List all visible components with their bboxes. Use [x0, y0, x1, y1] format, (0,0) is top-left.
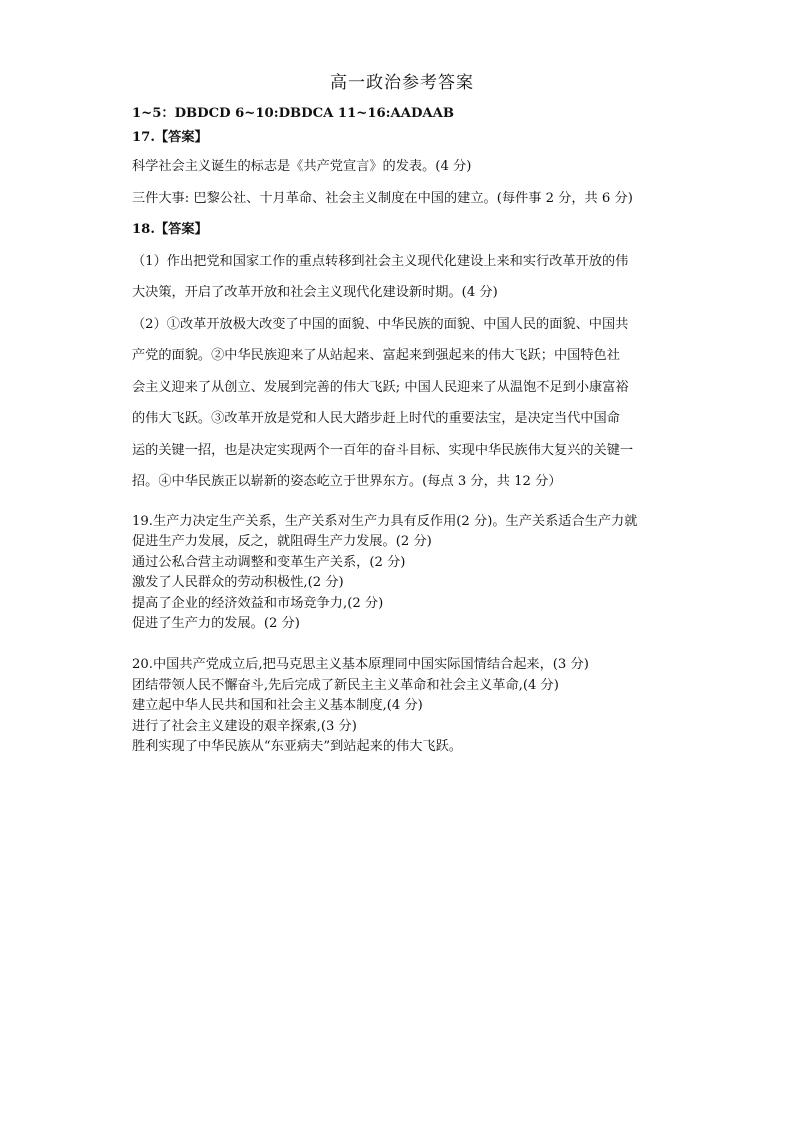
choice-answers: 1~5：DBDCD 6~10:DBDCA 11~16:AADAAB: [132, 106, 455, 121]
q20-line-3: 建立起中华人民共和国和社会主义基本制度,(4 分): [132, 698, 423, 714]
q17-line-2: 三件大事: 巴黎公社、十月革命、社会主义制度在中国的建立。(每件事 2 分，共 6 分): [132, 190, 633, 206]
q19-line-1: 19.生产力决定生产关系，生产关系对生产力具有反作用(2 分)。生产关系适合生产力就: [132, 513, 638, 529]
q20-line-2: 团结带领人民不懈奋斗,先后完成了新民主主义革命和社会主义革命,(4 分): [132, 677, 559, 693]
q18-line-5: 会主义迎来了从创立、发展到完善的伟大飞跃; 中国人民迎来了从温饱不足到小康富裕: [132, 379, 629, 395]
q18-line-6: 的伟大飞跃。③改革开放是党和人民大踏步赶上时代的重要法宝，是决定当代中国命: [132, 411, 620, 426]
q18-line-3: （2）①改革开放极大改变了中国的面貌、中华民族的面貌、中国人民的面貌、中国共: [132, 316, 629, 332]
answer-document: [132, 68, 672, 758]
q19-line-5: 提高了企业的经济效益和市场竞争力,(2 分): [132, 595, 384, 611]
section-17-18: [132, 103, 672, 498]
q20-line-1: 20.中国共产党成立后,把马克思主义基本原理同中国实际国情结合起来，(3 分): [132, 657, 589, 673]
q19-line-2: 促进生产力发展，反之，就阻碍生产力发展。(2 分): [132, 534, 432, 550]
q18-label: 18.【答案】: [132, 222, 208, 237]
q20-line-4: 进行了社会主义建设的艰辛探索,(3 分): [132, 718, 357, 734]
section-19: [132, 512, 672, 636]
page-title: 高一政治参考答案: [330, 73, 474, 93]
q17-line-1: 科学社会主义诞生的标志是《共产党宣言》的发表。(4 分): [132, 159, 472, 174]
q18-line-7: 运的关键一招，也是决定实现两个一百年的奋斗目标、实现中华民族伟大复兴的关键一: [132, 442, 634, 458]
q17-label: 17.【答案】: [132, 130, 208, 145]
q20-line-5: 胜利实现了中华民族从“东亚病夫”到站起来的伟大飞跃。: [132, 739, 462, 755]
section-20: [132, 655, 672, 758]
q19-line-4: 激发了人民群众的劳动积极性,(2 分): [132, 575, 344, 591]
q18-line-4: 产党的面貌。②中华民族迎来了从站起来、富起来到强起来的伟大飞跃；中国特色社: [132, 348, 620, 363]
q19-line-6: 促进了生产力的发展。(2 分): [132, 616, 300, 632]
q18-line-8: 招。④中华民族正以崭新的姿态屹立于世界东方。(每点 3 分，共 12 分）: [132, 474, 562, 489]
q18-line-1: （1）作出把党和国家工作的重点转移到社会主义现代化建设上来和实行改革开放的伟: [132, 253, 629, 269]
q19-line-3: 通过公私合营主动调整和变革生产关系，(2 分): [132, 554, 406, 570]
q18-line-2: 大决策，开启了改革开放和社会主义现代化建设新时期。(4 分): [132, 285, 498, 300]
